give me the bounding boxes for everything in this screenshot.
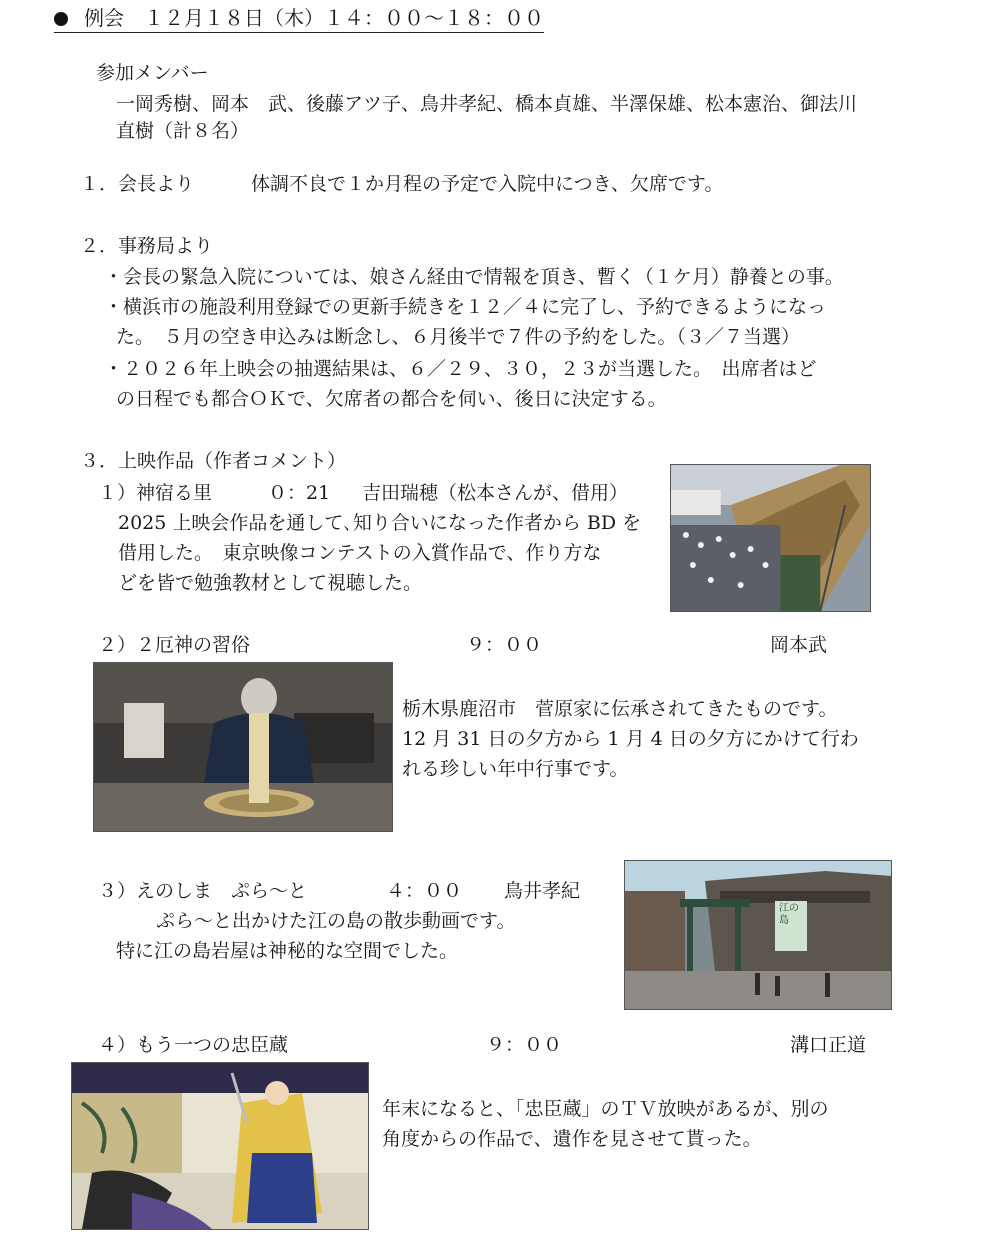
work-3-label: ３）えのしま ぷら〜と [98,880,308,902]
section-2-heading: ２．事務局より [80,235,214,257]
work-1-time: ０：21 [268,482,331,504]
members-heading: 参加メンバー [96,62,209,84]
chushingura-illustration [71,1062,369,1230]
work-3-time: ４：００ [386,880,463,902]
work-2-label: ２）２厄神の習俗 [98,634,251,656]
work-3-author: 鳥井孝紀 [504,880,581,902]
bullet-icon [54,12,68,26]
section-2-item-2b: た。 ５月の空き申込みは断念し、６月後半で７件の予約をした。（３／７当選） [116,326,801,348]
work-1-author: 吉田瑞穂（松本さんが、借用） [362,482,629,504]
work-4-time: ９：００ [486,1034,563,1056]
section-1: １．会長より 体調不良で１か月程の予定で入院中につき、欠席です。 [80,173,724,195]
page-title-text: 例会 １２月１８日（木）１４：００〜１８：００ [84,6,544,30]
work-2-line-1: 栃木県鹿沼市 菅原家に伝承されてきたものです。 [402,698,838,720]
work-4-line-2: 角度からの作品で、遺作を見させて貰った。 [382,1128,762,1150]
section-2-item-3b: の日程でも都合ＯＫで、欠席者の都合を伺い、後日に決定する。 [116,388,667,410]
members-line-1: 一岡秀樹、岡本 武、後藤アツ子、鳥井孝紀、橋本貞雄、半澤保雄、松本憲治、御法川 [116,93,858,115]
work-1-line-1: 2025 上映会作品を通して､知り合いになった作者から BD を [118,512,642,534]
work-4-label: ４）もう一つの忠臣蔵 [98,1034,289,1056]
section-3-heading: ３．上映作品（作者コメント） [80,450,347,472]
work-2-author: 岡本武 [770,634,828,656]
work-3-line-1: ぷら〜と出かけた江の島の散歩動画です。 [156,910,516,932]
work-1-label: １）神宿る里 [98,482,213,504]
enoshima-sign: 江の島 [779,903,799,926]
straw-ritual-photo [93,662,393,832]
work-1-line-3: どを皆で勉強教材として視聴した。 [118,572,423,594]
work-2-line-2: 12 月 31 日の夕方から 1 月 4 日の夕方にかけて行わ [402,728,859,750]
work-2-time: ９：００ [466,634,543,656]
section-2-item-1: ・会長の緊急入院については、娘さん経由で情報を頂き、暫く（１ケ月）静養との事。 [104,266,844,288]
work-4-author: 溝口正道 [790,1034,867,1056]
work-4-line-1: 年末になると、「忠臣蔵」のＴＶ放映があるが、別の [382,1098,829,1120]
work-2-line-3: れる珍しい年中行事です。 [402,758,629,780]
section-2-item-2a: ・横浜市の施設利用登録での更新手続きを１２／４に完了し、予約できるようになっ [104,296,827,318]
members-line-2: 直樹（計８名） [116,120,250,142]
work-1-line-2: 借用した。 東京映像コンテストの入賞作品で、作り方な [118,542,602,564]
thatch-roof-photo [670,464,871,612]
enoshima-street-photo [624,860,892,1010]
work-3-line-2: 特に江の島岩屋は神秘的な空間でした。 [116,940,459,962]
section-2-item-3a: ・２０２６年上映会の抽選結果は、６／２９、３０，２３が当選した。 出席者はど [104,358,817,380]
page-title [54,4,544,33]
